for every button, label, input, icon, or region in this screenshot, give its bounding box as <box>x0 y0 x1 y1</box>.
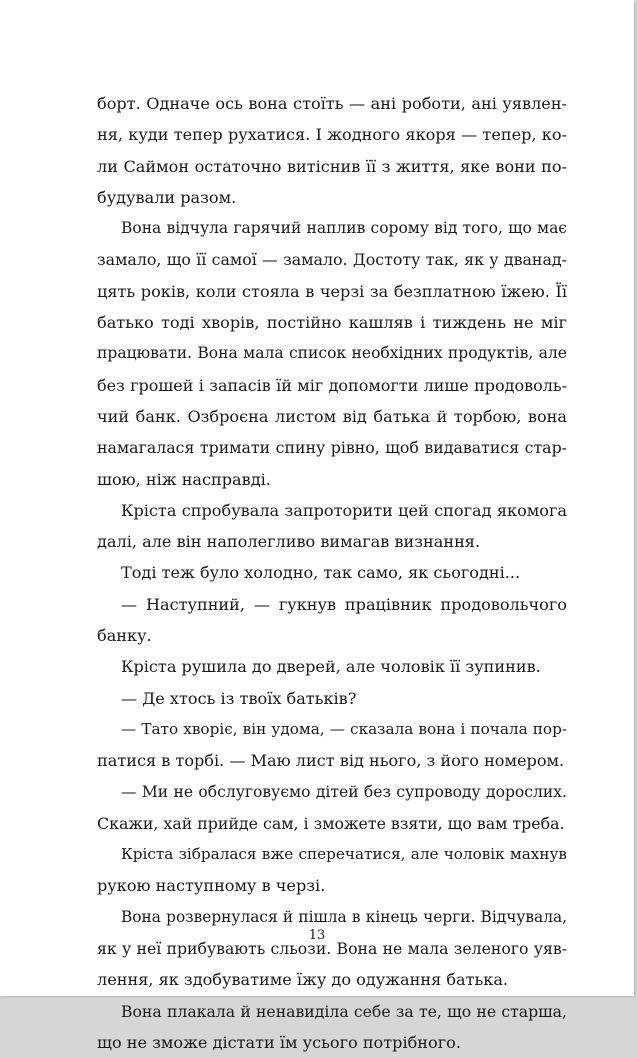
text-line: будували разом. <box>97 187 237 207</box>
text-line: батько тоді хворів, постійно кашляв і тиждень не міг <box>97 313 567 333</box>
text-line: рукою наступному в черзі. <box>97 876 326 896</box>
text-line: Кріста зібралася вже сперечатися, але чоловік махнув <box>121 845 567 864</box>
body-text <box>97 88 567 1058</box>
text-line: патися в торбі. — Маю лист від нього, з його номером. <box>97 751 565 771</box>
text-line: — Наступний, — гукнув працівник продовольчого <box>121 594 567 614</box>
text-line: далі, але він наполегливо вимагав визнання. <box>97 532 481 552</box>
text-line: Вона відчула гарячий наплив сорому від того, що має <box>121 219 567 238</box>
text-line: без грошей і запасів їй міг допомогти лише продоволь- <box>97 375 567 395</box>
text-line: Вона розвернулася й пішла в кінець черги. Відчувала, <box>121 907 567 926</box>
text-line: Скажи, хай прийде сам, і зможете взяти, що вам треба. <box>97 813 565 833</box>
text-line: лення, як здобуватиме їжу до одужання батька. <box>97 970 509 990</box>
text-line: Вона плакала й ненавиділа себе за те, що не старша, <box>121 1001 567 1021</box>
text-line: чий банк. Озброєна листом від батька й торбою, вона <box>97 406 567 426</box>
text-line: Тоді теж було холодно, так само, як сьогодні... <box>121 563 521 583</box>
text-line: намагалася тримати спину рівно, щоб видаватися стар- <box>97 438 567 458</box>
text-line: працювати. Вона мала список необхідних продуктів, але <box>97 344 567 363</box>
text-line: що не зможе дістати їм усього потрібного. <box>97 1032 461 1052</box>
text-line: ли Саймон остаточно витіснив її з життя, яке вони по- <box>97 156 567 176</box>
text-line: борт. Одначе ось вона стоїть — ані роботи, ані уявлен- <box>97 94 567 113</box>
text-line: Кріста рушила до дверей, але чоловік її зупинив. <box>121 657 541 677</box>
text-line: — Де хтось із твоїх батьків? <box>121 688 357 708</box>
page-number: 13 <box>308 928 326 943</box>
text-line: цять років, коли стояла в черзі за безплатною їжею. Її <box>97 281 567 301</box>
text-line: як у неї прибувають сльози. Вона не мала зеленого уяв- <box>97 939 567 959</box>
text-line: — Ми не обслуговуємо дітей без супроводу дорослих. <box>121 782 567 801</box>
text-line: — Тато хворіє, він удома, — сказала вона і почала пор- <box>121 719 567 738</box>
text-line: Кріста спробувала запроторити цей спогад якомога <box>121 500 567 520</box>
text-line: банку. <box>97 626 152 646</box>
text-line: замало, що її самої — замало. Достоту так, як у дванад- <box>97 250 567 270</box>
text-line: шою, ніж насправді. <box>97 469 271 489</box>
text-line: ня, куди тепер рухатися. І жодного якоря — тепер, ко- <box>97 125 567 145</box>
